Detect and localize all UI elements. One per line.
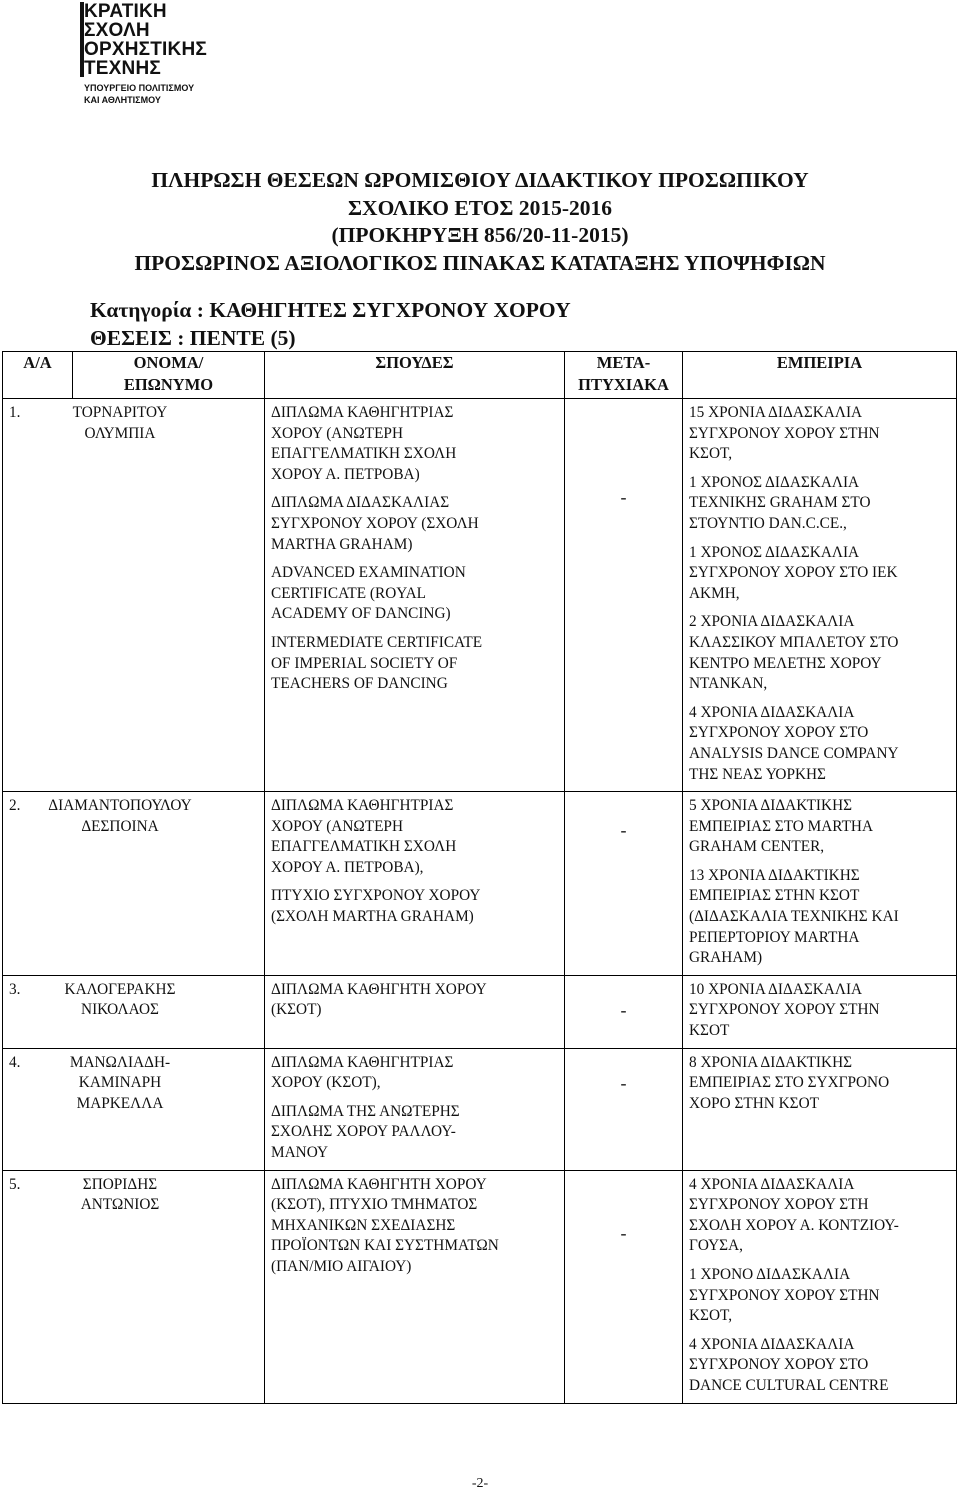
cell-postgrad: [565, 975, 683, 1048]
candidate-name-line: ΜΑΡΚΕΛΛΑ: [76, 1094, 164, 1112]
header-name-line: ΕΠΩΝΥΜΟ: [123, 375, 214, 394]
header-experience-label: ΕΜΠΕΙΡΙΑ: [776, 353, 863, 372]
studies-entry: [271, 1053, 558, 1094]
postgrad-value: -: [620, 820, 627, 841]
row-number: 1.: [9, 404, 21, 421]
experience-line: 10 ΧΡΟΝΙΑ ΔΙΔΑΣΚΑΛΙΑ: [689, 980, 863, 998]
experience-line: 2 ΧΡΟΝΙΑ ΔΙΔΑΣΚΑΛΙΑ: [689, 613, 855, 631]
experience-entry: [689, 403, 950, 465]
experience-line: ΤΗΣ ΝΕΑΣ ΥΟΡΚΗΣ: [689, 765, 826, 783]
experience-line: ΣΥΓΧΡΟΝΟΥ ΧΟΡΟΥ ΣΤΗ: [689, 1196, 869, 1214]
studies-line: ΔΙΠΛΩΜΑ ΚΑΘΗΓΗΤΗ ΧΟΡΟΥ: [271, 1175, 487, 1193]
experience-line: ΝΤΑΝΚΑΝ,: [689, 675, 768, 693]
candidate-name-line: ΜΑΝΩΛΙΑΔΗ-: [69, 1053, 171, 1071]
experience-line: 5 ΧΡΟΝΙΑ ΔΙΔΑΚΤΙΚΗΣ: [689, 797, 853, 815]
category-line: Κατηγορία : ΚΑΘΗΓΗΤΕΣ ΣΥΓΧΡΟΝΟΥ ΧΟΡΟΥ: [90, 298, 571, 322]
studies-line: INTERMEDIATE CERTIFICATE: [271, 633, 483, 651]
studies-line: ΔΙΠΛΩΜΑ ΚΑΘΗΓΗΤΡΙΑΣ: [271, 1053, 454, 1071]
candidate-name: [45, 403, 195, 444]
experience-line: 13 ΧΡΟΝΙΑ ΔΙΔΑΚΤΙΚΗΣ: [689, 866, 860, 884]
row-number: 3.: [9, 980, 21, 998]
experience-line: ΣΥΓΧΡΟΝΟΥ ΧΟΡΟΥ ΣΤΟ ΙΕΚ: [689, 564, 898, 582]
experience-line: ΚΣΟΤ,: [689, 445, 733, 463]
experience-line: ANALYSIS DANCE COMPANY: [689, 744, 899, 762]
cell-index-name: [3, 1048, 265, 1170]
experience-entry: [689, 980, 950, 1042]
table-row: [3, 1048, 957, 1170]
row-number: 2.: [9, 797, 21, 815]
experience-line: DANCE CULTURAL CENTRE: [689, 1376, 889, 1394]
studies-line: TEACHERS OF DANCING: [271, 675, 448, 693]
header-aa: [3, 352, 73, 399]
header-postgrad: [565, 352, 683, 399]
table-row: [3, 975, 957, 1048]
experience-entry: [689, 1335, 950, 1397]
studies-line: (ΠΑΝ/ΜΙΟ ΑΙΓΑΙΟΥ): [271, 1257, 412, 1275]
logo-line: ΚΡΑΤΙΚΗ: [84, 1, 167, 22]
cell-studies: [265, 1170, 565, 1403]
experience-line: ΚΣΟΤ,: [689, 1307, 733, 1325]
table-row: [3, 399, 957, 792]
postgrad-value: -: [620, 1222, 627, 1243]
row-number: 4.: [9, 1053, 21, 1071]
studies-entry: [271, 563, 558, 625]
candidate-name: [45, 980, 195, 1021]
experience-entry: [689, 1053, 950, 1115]
document-title: [0, 167, 960, 277]
studies-line: ΔΙΠΛΩΜΑ ΤΗΣ ΑΝΩΤΕΡΗΣ: [271, 1102, 460, 1120]
studies-line: ΜΑΝΟΥ: [271, 1144, 329, 1161]
experience-line: 8 ΧΡΟΝΙΑ ΔΙΔΑΚΤΙΚΗΣ: [689, 1053, 853, 1071]
experience-entry: [689, 703, 950, 785]
experience-line: ΣΥΓΧΡΟΝΟΥ ΧΟΡΟΥ ΣΤΗΝ: [689, 424, 880, 442]
experience-line: ΣΥΓΧΡΟΝΟΥ ΧΟΡΟΥ ΣΤΗΝ: [689, 1286, 880, 1304]
postgrad-value: -: [620, 487, 627, 507]
studies-entry: [271, 1102, 558, 1164]
studies-line: (ΚΣΟΤ), ΠΤΥΧΙΟ ΤΜΗΜΑΤΟΣ: [271, 1196, 478, 1214]
studies-line: (ΚΣΟΤ): [271, 1001, 322, 1019]
header-aa-label: Α/Α: [23, 353, 52, 372]
studies-line: ADVANCED EXAMINATION: [271, 564, 466, 582]
postgrad-value: -: [620, 999, 627, 1020]
experience-entry: [689, 1265, 950, 1327]
experience-line: 1 ΧΡΟΝΟΣ ΔΙΔΑΣΚΑΛΙΑ: [689, 543, 860, 561]
experience-line: 4 ΧΡΟΝΙΑ ΔΙΔΑΣΚΑΛΙΑ: [689, 703, 855, 721]
studies-line: ΔΙΠΛΩΜΑ ΔΙΔΑΣΚΑΛΙΑΣ: [271, 494, 450, 512]
experience-line: 4 ΧΡΟΝΙΑ ΔΙΔΑΣΚΑΛΙΑ: [689, 1175, 855, 1193]
experience-line: ΚΣΟΤ: [689, 1022, 730, 1040]
candidate-name: [45, 1175, 195, 1216]
cell-experience: [683, 1048, 957, 1170]
cell-experience: [683, 399, 957, 792]
cell-experience: [683, 1170, 957, 1403]
cell-index-name: [3, 399, 265, 792]
studies-line: ΣΧΟΛΗΣ ΧΟΡΟΥ ΡΑΛΛΟΥ-: [271, 1123, 456, 1141]
cell-index-name: [3, 792, 265, 976]
row-number: 5.: [9, 1175, 21, 1193]
candidate-name-line: ΔΕΣΠΟΙΝΑ: [81, 817, 159, 835]
cell-studies: [265, 792, 565, 976]
studies-line: ΣΥΓΧΡΟΝΟΥ ΧΟΡΟΥ (ΣΧΟΛΗ: [271, 514, 479, 532]
experience-line: ΕΜΠΕΙΡΙΑΣ ΣΤΟ MARTHA: [689, 817, 874, 835]
school-logo: [80, 2, 250, 108]
logo-line: ΣΧΟΛΗ: [84, 20, 150, 41]
title-line: (ΠΡΟΚΗΡΥΞΗ 856/20-11-2015): [331, 223, 629, 248]
page-number: -2-: [471, 1476, 489, 1491]
experience-line: ΑΚΜΗ,: [689, 584, 740, 602]
experience-line: ΣΥΓΧΡΟΝΟΥ ΧΟΡΟΥ ΣΤΗΝ: [689, 1001, 880, 1019]
header-studies-label: ΣΠΟΥΔΕΣ: [375, 353, 454, 372]
candidate-name-line: ΝΙΚΟΛΑΟΣ: [81, 1001, 159, 1019]
title-line: ΠΡΟΣΩΡΙΝΟΣ ΑΞΙΟΛΟΓΙΚΟΣ ΠΙΝΑΚΑΣ ΚΑΤΑΤΑΞΗΣ ΥΠΟΨΗΦΙΩΝ: [134, 250, 826, 275]
candidate-name: [45, 1053, 195, 1115]
header-name-line: ΟΝΟΜΑ/: [133, 353, 204, 372]
experience-line: GRAHAM CENTER,: [689, 838, 825, 856]
experience-entry: [689, 473, 950, 535]
candidate-name-line: ΚΑΜΙΝΑΡΗ: [78, 1074, 162, 1092]
logo-subtitle: [84, 82, 194, 106]
studies-line: ΔΙΠΛΩΜΑ ΚΑΘΗΓΗΤΡΙΑΣ: [271, 797, 454, 815]
studies-line: ΧΟΡΟΥ (ΚΣΟΤ),: [271, 1074, 381, 1092]
studies-line: ACADEMY OF DANCING): [271, 605, 451, 623]
experience-line: ΓΟΥΣΑ,: [689, 1237, 743, 1255]
studies-line: (ΣΧΟΛΗ MARTHA GRAHAM): [271, 908, 474, 926]
studies-line: ΔΙΠΛΩΜΑ ΚΑΘΗΓΗΤΡΙΑΣ: [271, 404, 454, 421]
table-row: [3, 1170, 957, 1403]
candidate-name-line: ΔΙΑΜΑΝΤΟΠΟΥΛΟΥ: [48, 797, 192, 815]
candidate-name: [45, 796, 195, 837]
studies-entry: [271, 493, 558, 555]
header-name: [73, 352, 265, 399]
experience-entry: [689, 1175, 950, 1257]
cell-postgrad: [565, 1170, 683, 1403]
experience-line: ΣΥΓΧΡΟΝΟΥ ΧΟΡΟΥ ΣΤΟ: [689, 724, 869, 742]
table-row: [3, 792, 957, 976]
experience-line: ΚΕΝΤΡΟ ΜΕΛΕΤΗΣ ΧΟΡΟΥ: [689, 654, 882, 672]
studies-line: CERTIFICATE (ROYAL: [271, 584, 427, 602]
logo-title: [84, 2, 207, 78]
studies-line: ΧΟΡΟΥ Α. ΠΕΤΡΟΒΑ),: [271, 858, 424, 876]
logo-subtitle-line: ΥΠΟΥΡΓΕΙΟ ΠΟΛΙΤΙΣΜΟΥ: [84, 83, 195, 93]
cell-postgrad: [565, 1048, 683, 1170]
postgrad-value: -: [620, 1072, 627, 1093]
cell-index-name: [3, 1170, 265, 1403]
cell-studies: [265, 975, 565, 1048]
cell-index-name: [3, 975, 265, 1048]
studies-line: ΧΟΡΟΥ (ΑΝΩΤΕΡΗ: [271, 424, 403, 442]
header-postgrad-line: ΜΕΤΑ-: [596, 353, 651, 372]
studies-line: OF IMPERIAL SOCIETY OF: [271, 654, 458, 672]
cell-postgrad: [565, 792, 683, 976]
experience-line: ΕΜΠΕΙΡΙΑΣ ΣΤΗΝ ΚΣΟΤ: [689, 887, 860, 905]
studies-entry: [271, 980, 558, 1021]
experience-entry: [689, 543, 950, 605]
experience-line: (ΔΙΔΑΣΚΑΛΙΑ ΤΕΧΝΙΚΗΣ ΚΑΙ: [689, 908, 899, 926]
logo-subtitle-line: ΚΑΙ ΑΘΛΗΤΙΣΜΟΥ: [84, 95, 161, 105]
studies-line: ΕΠΑΓΓΕΛΜΑΤΙΚΗ ΣΧΟΛΗ: [271, 838, 457, 856]
logo-line: ΤΕΧΝΗΣ: [84, 58, 161, 79]
header-postgrad-line: ΠΤΥΧΙΑΚΑ: [578, 375, 669, 394]
category-heading: [90, 297, 571, 352]
studies-line: ΠΤΥΧΙΟ ΣΥΓΧΡΟΝΟΥ ΧΟΡΟΥ: [271, 887, 481, 905]
table-header-row: [3, 352, 957, 399]
logo-line: ΟΡΧΗΣΤΙΚΗΣ: [84, 39, 207, 60]
title-line: ΣΧΟΛΙΚΟ ΕΤΟΣ 2015-2016: [347, 195, 612, 220]
studies-line: ΠΡΟΪΟΝΤΩΝ ΚΑΙ ΣΥΣΤΗΜΑΤΩΝ: [271, 1237, 499, 1255]
title-line: ΠΛΗΡΩΣΗ ΘΕΣΕΩΝ ΩΡΟΜΙΣΘΙΟΥ ΔΙΔΑΚΤΙΚΟΥ ΠΡΟΣΩΠΙΚΟΥ: [151, 168, 809, 192]
studies-entry: [271, 403, 558, 485]
cell-studies: [265, 1048, 565, 1170]
experience-line: ΣΤΟΥΝΤΙΟ DAN.C.CE.,: [689, 514, 847, 532]
header-studies: [265, 352, 565, 399]
studies-line: ΔΙΠΛΩΜΑ ΚΑΘΗΓΗΤΗ ΧΟΡΟΥ: [271, 980, 487, 998]
studies-line: ΜΗΧΑΝΙΚΩΝ ΣΧΕΔΙΑΣΗΣ: [271, 1216, 456, 1234]
cell-experience: [683, 792, 957, 976]
candidate-name-line: ΚΑΛΟΓΕΡΑΚΗΣ: [64, 980, 176, 998]
experience-line: ΣΧΟΛΗ ΧΟΡΟΥ Α. ΚΟΝΤΖΙΟΥ-: [689, 1216, 899, 1234]
experience-line: ΧΟΡΟ ΣΤΗΝ ΚΣΟΤ: [689, 1094, 819, 1112]
candidate-name-line: ΣΠΟΡΙΔΗΣ: [82, 1175, 158, 1193]
experience-line: 1 ΧΡΟΝΟΣ ΔΙΔΑΣΚΑΛΙΑ: [689, 473, 860, 491]
studies-entry: [271, 1175, 558, 1278]
experience-line: ΚΛΑΣΣΙΚΟΥ ΜΠΑΛΕΤΟΥ ΣΤΟ: [689, 633, 899, 651]
header-experience: [683, 352, 957, 399]
cell-postgrad: [565, 399, 683, 792]
ranking-table: [2, 351, 957, 1404]
experience-line: 1 ΧΡΟΝΟ ΔΙΔΑΣΚΑΛΙΑ: [689, 1265, 851, 1283]
experience-line: ΣΥΓΧΡΟΝΟΥ ΧΟΡΟΥ ΣΤΟ: [689, 1356, 869, 1374]
candidate-name-line: ΟΛΥΜΠΙΑ: [84, 424, 156, 442]
experience-line: ΤΕΧΝΙΚΗΣ GRAHAM ΣΤΟ: [689, 494, 871, 512]
studies-line: ΧΟΡΟΥ Α. ΠΕΤΡΟΒΑ): [271, 465, 420, 483]
experience-line: 15 ΧΡΟΝΙΑ ΔΙΔΑΣΚΑΛΙΑ: [689, 404, 863, 421]
experience-line: ΡΕΠΕΡΤΟΡΙΟΥ MARTHA: [689, 928, 860, 946]
positions-line: ΘΕΣΕΙΣ : ΠΕΝΤΕ (5): [90, 325, 296, 350]
studies-line: ΧΟΡΟΥ (ΑΝΩΤΕΡΗ: [271, 817, 403, 835]
cell-experience: [683, 975, 957, 1048]
studies-line: MARTHA GRAHAM): [271, 535, 413, 553]
experience-entry: [689, 796, 950, 858]
experience-entry: [689, 612, 950, 694]
candidate-name-line: ΤΟΡΝΑΡΙΤΟΥ: [72, 404, 168, 421]
studies-entry: [271, 633, 558, 695]
experience-line: 4 ΧΡΟΝΙΑ ΔΙΔΑΣΚΑΛΙΑ: [689, 1335, 855, 1353]
studies-entry: [271, 796, 558, 878]
experience-entry: [689, 866, 950, 969]
candidate-name-line: ΑΝΤΩΝΙΟΣ: [80, 1196, 160, 1214]
studies-entry: [271, 886, 558, 927]
cell-studies: [265, 399, 565, 792]
experience-line: ΕΜΠΕΙΡΙΑΣ ΣΤΟ ΣΥΧΓΡΟΝΟ: [689, 1074, 890, 1092]
studies-line: ΕΠΑΓΓΕΛΜΑΤΙΚΗ ΣΧΟΛΗ: [271, 445, 457, 463]
experience-line: GRAHAM): [689, 949, 763, 967]
